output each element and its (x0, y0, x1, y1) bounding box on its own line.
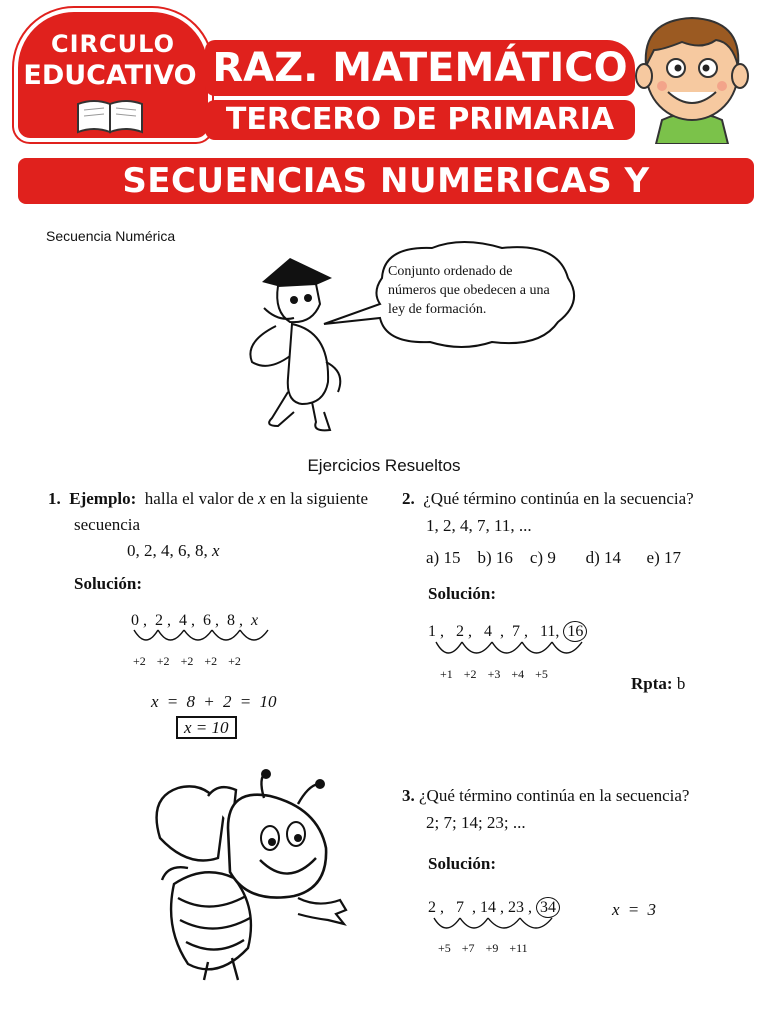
ex1-term: 6 (203, 612, 211, 629)
ex2-option: e) 17 (646, 548, 681, 567)
ex1-diff: +2 (156, 654, 170, 668)
ex3-solution-label: Solución: (428, 854, 497, 873)
ex1-terms-row: 0 , 2 , 4 , 6 , 8 , x (131, 612, 259, 629)
bee-illustration (148, 768, 354, 982)
ex1-sequence-terms: 0, 2, 4, 6, 8, (127, 541, 208, 560)
ex2-diff: +4 (511, 667, 525, 681)
ex1-answer: x = 10 (176, 716, 237, 739)
ex1-term: x (251, 612, 259, 629)
ex1-diff-arcs (128, 628, 278, 654)
ex2-question: ¿Qué término continúa en la secuencia? (423, 489, 694, 508)
ex3-x-result: x = 3 (612, 900, 657, 919)
ex1-diff: +2 (204, 654, 218, 668)
ex1-diff: +2 (180, 654, 194, 668)
section-title: Ejercicios Resueltos (307, 456, 461, 475)
ex1-calc: x = 8 + 2 = 10 (151, 692, 277, 711)
ex3-diff-arcs (430, 916, 560, 942)
ex2-term: 7 (512, 623, 520, 640)
ex1-solution-label: Solución: (74, 574, 143, 593)
ex2-term: 11 (540, 623, 556, 640)
ex1-sequence-var: x (212, 541, 220, 560)
ex2-rpta-label: Rpta: (631, 674, 673, 693)
logo-top-text: CIRCULO (51, 30, 175, 58)
ex1-var: x (258, 489, 266, 508)
ex2-option: a) 15 (426, 548, 461, 567)
boy-mascot-icon (632, 10, 752, 144)
ex1-answer-box (176, 718, 237, 738)
ex2-solution-label: Solución: (428, 584, 497, 603)
ex1-prompt-line2: secuencia (74, 515, 141, 534)
ex3-question: ¿Qué término continúa en la secuencia? (419, 786, 690, 805)
ex2-statement (402, 489, 694, 509)
ex3-answer-term: 34 (536, 897, 560, 918)
ex2-option: b) 16 (477, 548, 513, 567)
ex2-diff: +1 (440, 667, 453, 681)
logo-main-text: EDUCATIVO (23, 60, 197, 91)
ex3-terms-row: 2 , 7 , 14 , 23 , 34 (428, 899, 560, 917)
ex2-rpta (631, 674, 685, 694)
topic-banner-text: SECUENCIAS NUMERICAS Y LITERALES (122, 161, 650, 247)
ex2-terms-row: 1 , 2 , 4 , 7 , 11, 16 (428, 623, 587, 641)
ex3-diffs-row (438, 941, 528, 956)
ex2-diff: +5 (535, 667, 548, 681)
ex2-term: 1 (428, 623, 436, 640)
ex2-option: d) 14 (585, 548, 622, 567)
ex2-rpta-value: b (676, 674, 686, 693)
ex2-diff: +3 (487, 667, 501, 681)
ex3-term: 2 (428, 899, 436, 916)
ex2-sequence: 1, 2, 4, 7, 11, ... (426, 516, 532, 535)
ex1-diffs-row (133, 654, 241, 669)
ex1-diff: +2 (133, 654, 146, 668)
ex1-number: 1. (48, 489, 61, 508)
ex1-label: Ejemplo: (69, 489, 137, 508)
ex2-answer-term: 16 (563, 621, 587, 642)
ex1-statement (48, 489, 368, 509)
ex3-term: 7 (456, 899, 464, 916)
ex1-prompt: halla el valor de (144, 489, 254, 508)
ex2-term: 4 (484, 623, 492, 640)
ex1-term: 0 (131, 612, 139, 629)
ex3-diff: +7 (461, 941, 475, 955)
ex1-term: 4 (179, 612, 187, 629)
ex2-options (426, 548, 681, 568)
ex1-sequence (127, 541, 220, 561)
ex2-diff: +2 (463, 667, 477, 681)
section-label: Secuencia Numérica (46, 228, 176, 244)
ex2-diff-arcs (430, 640, 590, 668)
page-title: RAZ. MATEMÁTICO (212, 45, 628, 91)
ex3-sequence: 2; 7; 14; 23; ... (426, 813, 526, 832)
definition-text: Conjunto ordenado de números que obedecen a una ley de formación. (388, 264, 550, 317)
ex1-prompt-rest: en la siguiente (269, 489, 369, 508)
ex2-option: c) 9 (529, 548, 556, 567)
ex1-term: 2 (155, 612, 163, 629)
ex3-term: 14 (480, 899, 496, 916)
ex2-number: 2. (402, 489, 415, 508)
ex3-diff: +11 (509, 941, 528, 955)
ex2-term: 2 (456, 623, 464, 640)
ex3-diff: +9 (485, 941, 499, 955)
book-icon (74, 96, 146, 136)
page-subtitle: TERCERO DE PRIMARIA (225, 102, 615, 137)
ex1-diff: +2 (228, 654, 241, 668)
ex1-term: 8 (227, 612, 235, 629)
ex3-number: 3. (402, 786, 415, 805)
ex3-term: 23 (508, 899, 524, 916)
ex3-statement (402, 786, 689, 806)
ex2-diffs-row (440, 667, 548, 682)
ex3-diff: +5 (438, 941, 451, 955)
